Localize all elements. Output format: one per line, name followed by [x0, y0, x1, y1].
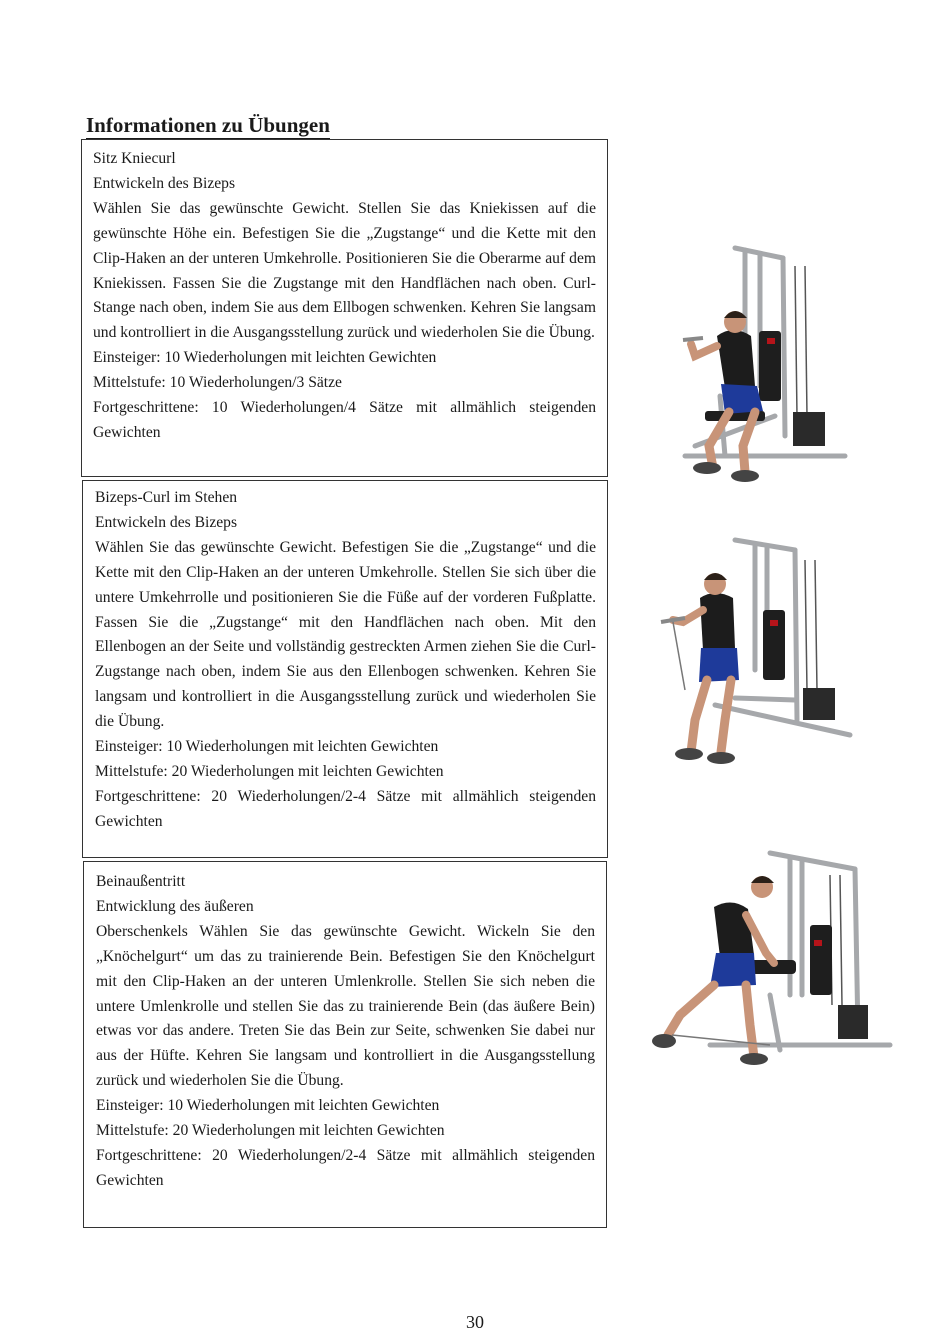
level-advanced: Fortgeschrittene: 20 Wiederholungen/2-4 Sätze mit allmählich steigenden Gewichten: [96, 1146, 595, 1189]
level-intermediate: Mittelstufe: 20 Wiederholungen mit leichten Gewichten: [95, 762, 444, 780]
leg-kick-illustration: [650, 845, 895, 1075]
exercise-subtitle: Entwicklung des äußeren: [96, 897, 254, 915]
page-number: 30: [466, 1312, 484, 1332]
level-intermediate: Mittelstufe: 10 Wiederholungen/3 Sätze: [93, 374, 342, 392]
level-beginner: Einsteiger: 10 Wiederholungen mit leichten Gewichten: [93, 349, 437, 367]
page-heading: Informationen zu Übungen: [86, 113, 330, 137]
seated-curl-illustration: [655, 236, 855, 496]
exercise-subtitle: Entwickeln des Bizeps: [95, 513, 238, 531]
level-beginner: Einsteiger: 10 Wiederholungen mit leichten Gewichten: [95, 738, 439, 756]
exercise-subtitle: Entwickeln des Bizeps: [93, 174, 236, 192]
level-intermediate: Mittelstufe: 20 Wiederholungen mit leichten Gewichten: [96, 1122, 445, 1140]
level-advanced: Fortgeschrittene: 20 Wiederholungen/2-4 Sätze mit allmählich steigenden Gewichten: [95, 787, 596, 830]
exercise-title: Bizeps-Curl im Stehen: [95, 489, 238, 506]
exercise-title: Sitz Kniecurl: [93, 150, 176, 167]
level-advanced: Fortgeschrittene: 10 Wiederholungen/4 Sätze mit allmählich steigenden Gewichten: [93, 399, 596, 441]
exercise-box-standing-curl: [82, 480, 608, 858]
exercise-instructions: Wählen Sie das gewünschte Gewicht. Stellen Sie das Kniekissen auf die gewünschte Höhe ein. Befestigen Sie die „Zugstange“ und die Kette mit den Clip-Haken an der unteren Umkehrolle. Positionieren Sie die Oberarme auf dem Kniekissen. Fassen Sie die Zugstange mit den Handflächen nach oben. Curl-Stange nach oben, indem Sie aus dem Ellbogen schwenken. Kehren Sie langsam und kontrolliert in die Ausgangsstellung zurück und wiederholen Sie die Übung.: [93, 199, 596, 342]
exercise-box-leg-kick: [83, 861, 607, 1228]
exercise-title: Beinaußentritt: [96, 873, 186, 890]
exercise-box-seated-curl: [81, 139, 608, 477]
exercise-instructions: Oberschenkels Wählen Sie das gewünschte Gewicht. Wickeln Sie den „Knöchelgurt“ um das zu trainierende Bein. Befestigen Sie den Knöchelgurt mit den Clip-Haken an der unteren Umlenkrolle. Stellen Sie sich neben die untere Umlenkrolle und stellen Sie das zu trainierende Bein (das äußere Bein) etwas vor das andere. Treten Sie das Bein zur Seite, schwenken Sie dabei nur aus der Hüfte. Kehren Sie langsam und kontrolliert in die Ausgangsstellung zurück und wiederholen Sie die Übung.: [96, 922, 595, 1090]
level-beginner: Einsteiger: 10 Wiederholungen mit leichten Gewichten: [96, 1097, 440, 1115]
standing-curl-illustration: [655, 530, 860, 775]
exercise-instructions: Wählen Sie das gewünschte Gewicht. Befestigen Sie die „Zugstange“ und die Kette mit den Clip-Haken an der unteren Umkehrolle. Stellen Sie sich über die untere Umkehrrolle und positionieren Sie die Füße auf der vorderen Fußplatte. Fassen Sie die „Zugstange“ mit den Handflächen nach oben. Mit den Ellenbogen an der Seite und vollständig gestreckten Armen ziehen Sie die Curl-Zugstange nach oben, indem Sie aus den Ellenbogen schwenken. Kehren Sie langsam und kontrolliert in die Ausgangsstellung zurück und wiederholen Sie die Übung.: [95, 538, 596, 731]
